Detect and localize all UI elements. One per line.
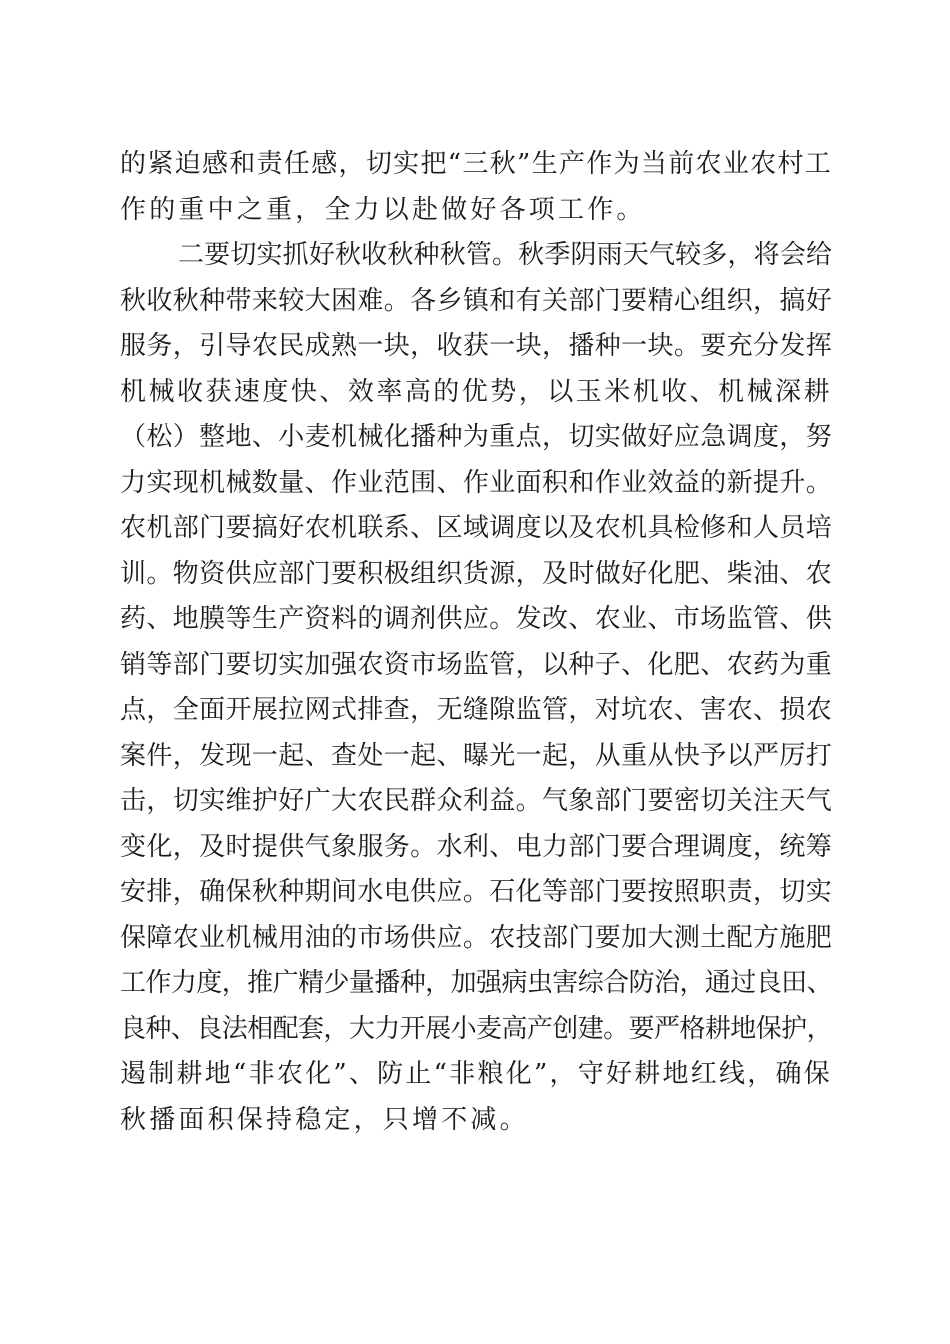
document-body [120,142,832,1143]
text-line: 药、地膜等生产资料的调剂供应。发改、农业、市场监管、供 [120,604,832,634]
text-line: 良种、良法相配套，大力开展小麦高产创建。要严格耕地保护， [120,1013,832,1044]
paragraph-1 [120,142,832,233]
paragraph-2 [120,233,832,1143]
text-line: 秋收秋种带来较大困难。各乡镇和有关部门要精心组织，搞好 [120,285,832,316]
text-line: 工作力度，推广精少量播种，加强病虫害综合防治，通过良田、 [120,968,832,998]
text-line: （松）整地、小麦机械化播种为重点，切实做好应急调度，努 [120,422,832,452]
text-line: 训。物资供应部门要积极组织货源，及时做好化肥、柴油、农 [120,558,832,589]
text-line: 击，切实维护好广大农民群众利益。气象部门要密切关注天气 [120,786,832,816]
text-line: 作的重中之重，全力以赴做好各项工作。 [120,194,646,225]
text-line: 安排，确保秋种期间水电供应。石化等部门要按照职责，切实 [120,877,832,907]
text-line: 点，全面开展拉网式排查，无缝隙监管，对坑农、害农、损农 [120,695,832,725]
text-line: 变化，及时提供气象服务。水利、电力部门要合理调度，统筹 [120,831,832,862]
text-line: 机械收获速度快、效率高的优势，以玉米机收、机械深耕 [120,376,832,407]
text-line: 销等部门要切实加强农资市场监管，以种子、化肥、农药为重 [120,649,832,680]
text-line: 秋播面积保持稳定，只增不减。 [120,1104,529,1135]
text-line: 案件，发现一起、查处一起、曝光一起，从重从快予以严厉打 [120,740,832,771]
text-line: 农机部门要搞好农机联系、区域调度以及农机具检修和人员培 [120,513,832,543]
text-line: 力实现机械数量、作业范围、作业面积和作业效益的新提升。 [120,467,832,498]
text-line: 服务，引导农民成熟一块，收获一块，播种一块。要充分发挥 [120,331,832,361]
text-line: 的紧迫感和责任感，切实把“三秋”生产作为当前农业农村工 [120,149,832,179]
text-line: 二要切实抓好秋收秋种秋管。秋季阴雨天气较多，将会给 [178,240,832,270]
text-line: 遏制耕地“非农化”、防止“非粮化”，守好耕地红线，确保 [120,1059,832,1089]
text-line: 保障农业机械用油的市场供应。农技部门要加大测土配方施肥 [120,922,832,953]
